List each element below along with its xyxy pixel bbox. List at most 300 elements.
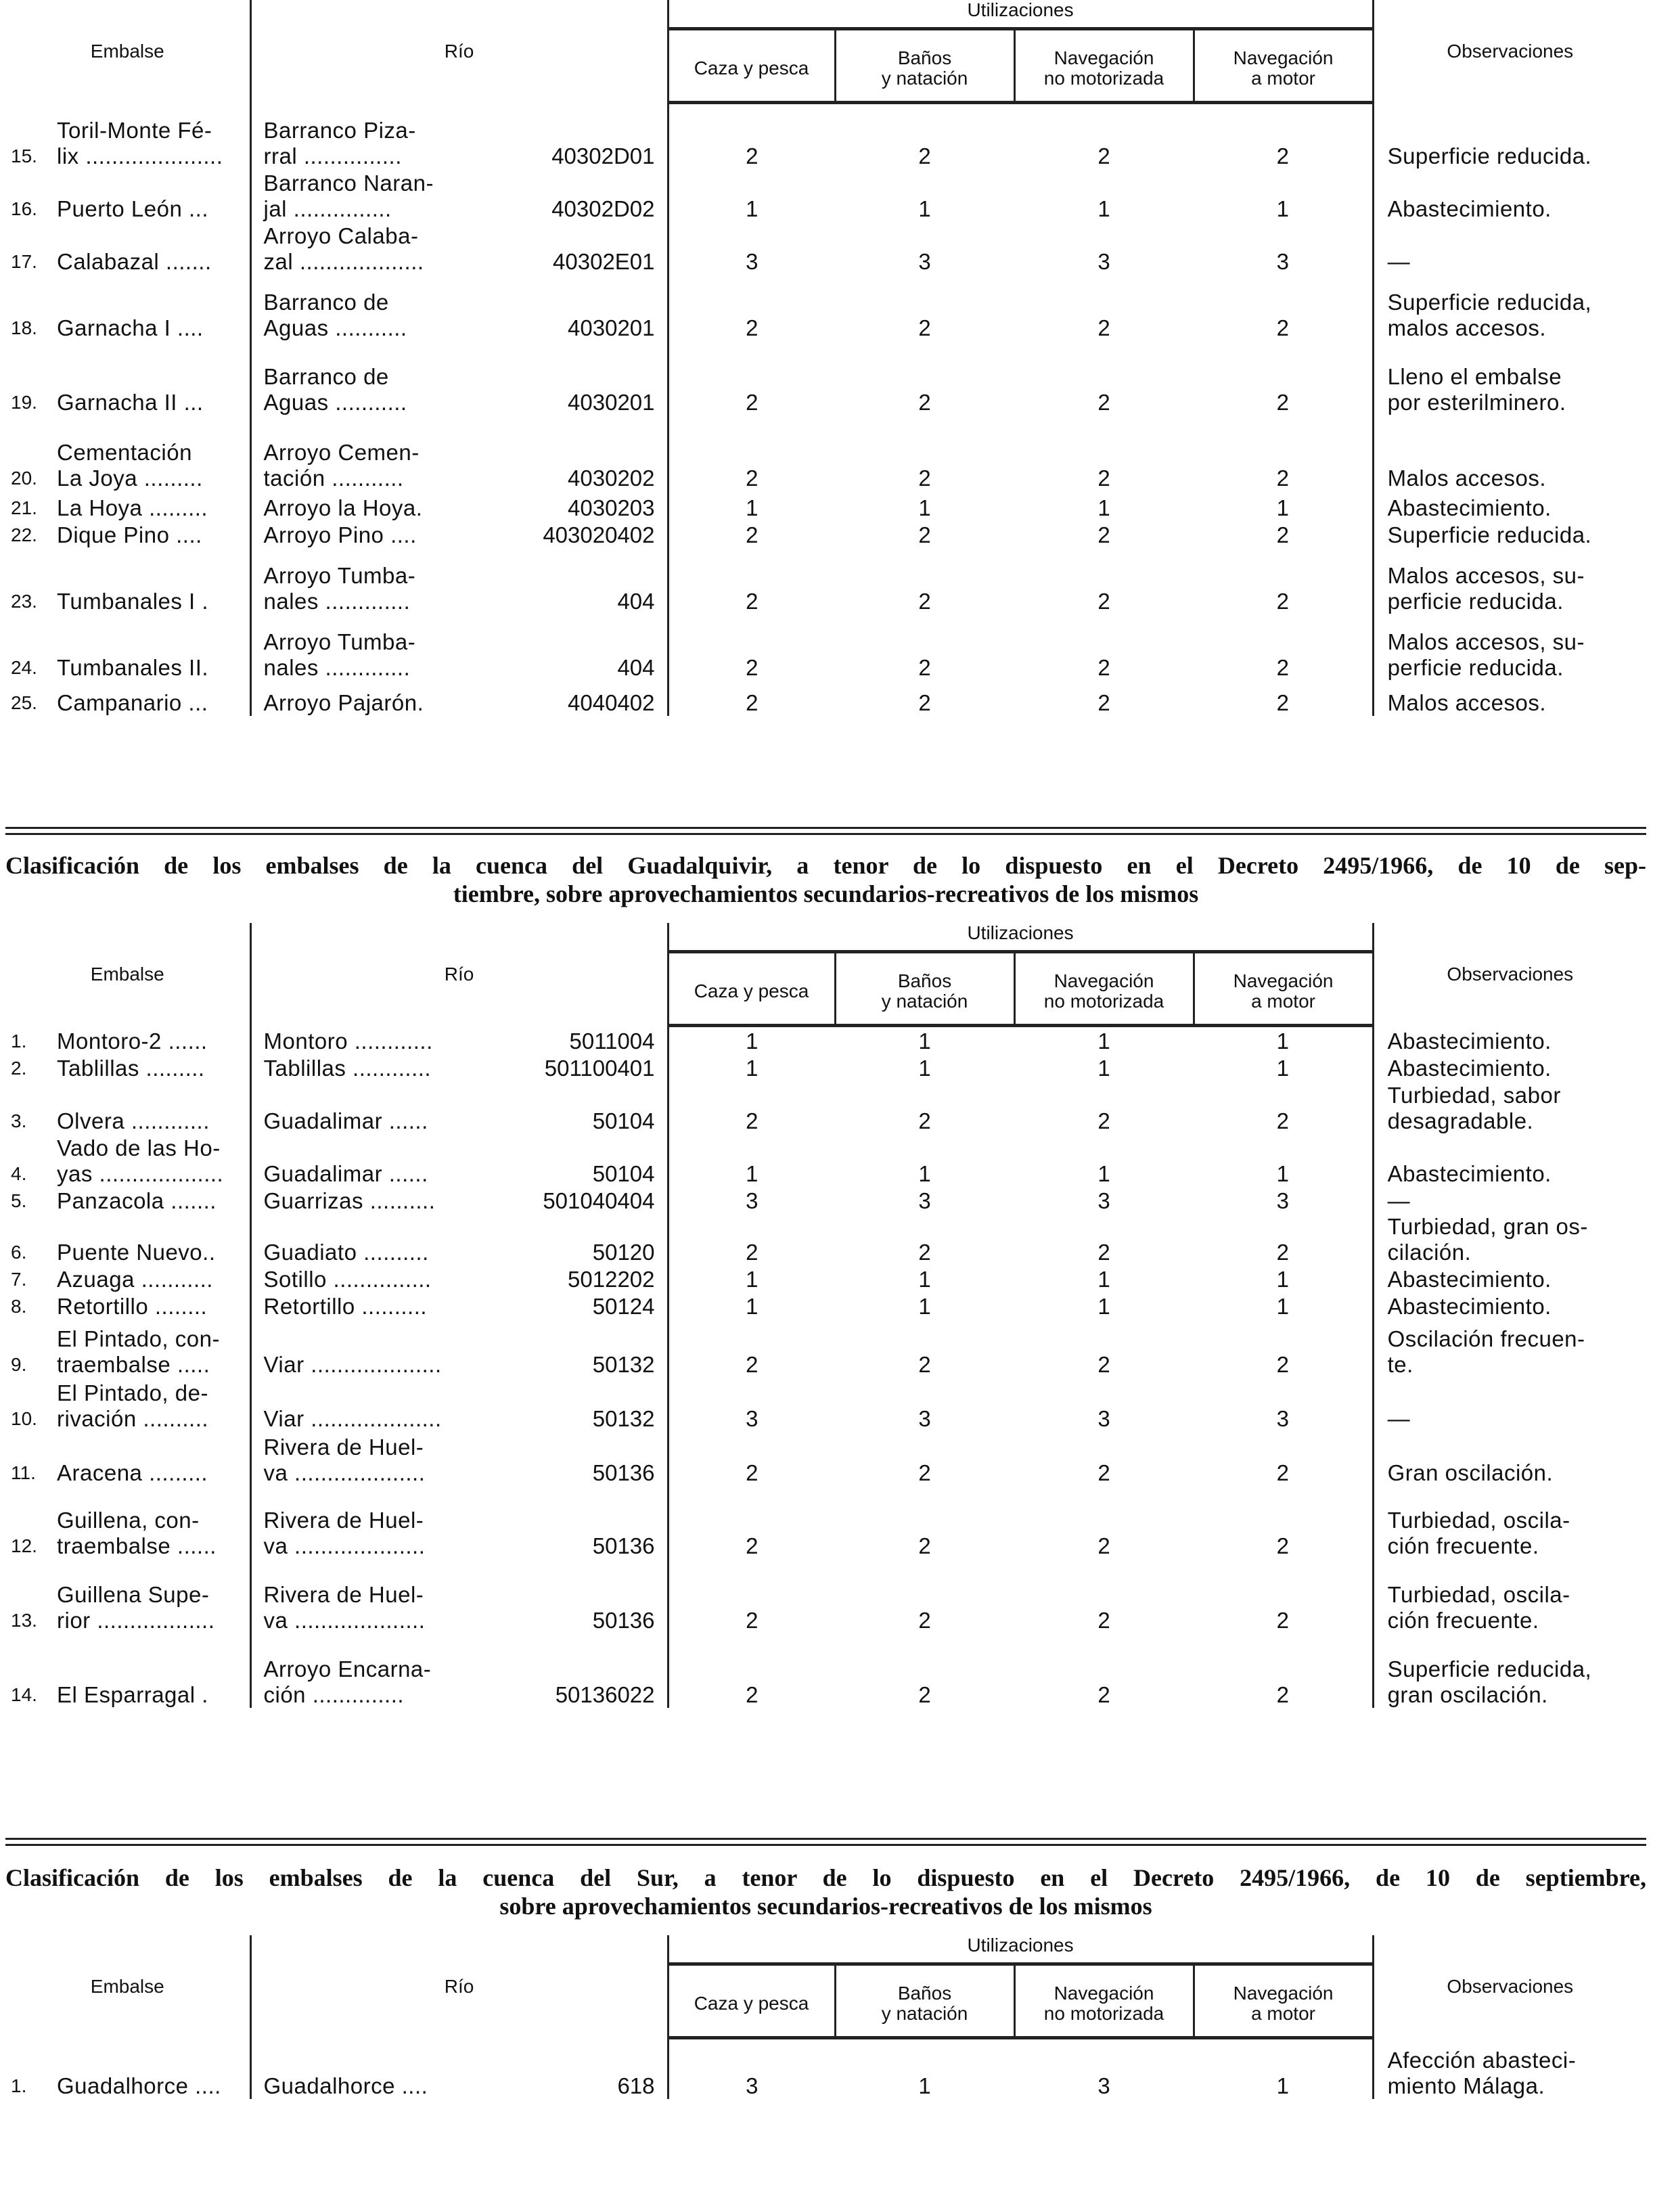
cell-embalse — [5, 1026, 250, 1054]
cell-embalse — [5, 1633, 250, 1708]
cell-codigo: 50132 — [480, 1378, 668, 1432]
row-number: 9. — [11, 1353, 27, 1375]
cell-embalse — [5, 1559, 250, 1633]
cell-observaciones: Malos accesos. — [1387, 690, 1546, 715]
cell-rio: Rivera de Huel- va .................... — [263, 1581, 426, 1633]
table-row — [5, 2038, 1646, 2099]
cell-observaciones: Malos accesos, su- perficie reducida. — [1387, 629, 1585, 680]
cell-banos-natacion: 1 — [918, 1293, 931, 1319]
cell-navegacion-motor: 2 — [1194, 1633, 1373, 1708]
cell-embalse — [5, 681, 250, 716]
header-observaciones: Observaciones — [1373, 923, 1646, 1026]
cell-navegacion-motor: 3 — [1194, 1187, 1373, 1214]
header-caza-pesca: Caza y pesca — [668, 1964, 835, 2038]
cell-rio: Rivera de Huel- va .................... — [263, 1434, 426, 1485]
table-row — [5, 1265, 1646, 1292]
header-navegacion-motor: Navegación a motor — [1194, 952, 1373, 1026]
embalse-name: Puerto León ... — [57, 196, 208, 221]
cell-navegacion-motor: 2 — [1194, 521, 1373, 548]
section-caption-guadalquivir — [5, 851, 1646, 908]
cell-embalse — [5, 222, 250, 275]
table-body — [5, 1026, 1646, 1708]
cell-navegacion-no-motorizada: 2 — [1097, 690, 1110, 715]
header-navegacion-motor: Navegación a motor — [1194, 1964, 1373, 2038]
embalse-name: Garnacha II ... — [57, 389, 204, 415]
embalse-name: La Hoya ......... — [57, 495, 208, 520]
header-navegacion-motor: Navegación a motor — [1194, 29, 1373, 103]
cell-banos-natacion: 2 — [918, 1607, 931, 1633]
embalse-name: Olvera ............ — [57, 1108, 210, 1133]
cell-navegacion-motor: 2 — [1194, 1559, 1373, 1633]
cell-embalse — [5, 1134, 250, 1187]
table-row — [5, 548, 1646, 614]
cell-caza-pesca: 2 — [746, 465, 758, 491]
cell-navegacion-motor: 2 — [1194, 614, 1373, 681]
cell-observaciones: Abastecimiento. — [1387, 495, 1552, 520]
row-number: 4. — [11, 1163, 27, 1184]
cell-embalse — [5, 415, 250, 491]
cell-caza-pesca: 2 — [746, 1681, 758, 1707]
table-body — [5, 103, 1646, 716]
cell-caza-pesca: 3 — [746, 1405, 758, 1431]
caption-line-1: Clasificación de los embalses de la cuenca del Guadalquivir, a tenor de lo dispuesto en el Decreto 2495/1966, de 10 de sep- — [5, 852, 1646, 879]
cell-codigo: 404 — [480, 614, 668, 681]
cell-embalse — [5, 1378, 250, 1432]
cell-codigo: 50136 — [480, 1486, 668, 1559]
cell-caza-pesca: 2 — [746, 588, 758, 614]
cell-banos-natacion: 1 — [918, 495, 931, 520]
cell-navegacion-motor: 1 — [1194, 169, 1373, 222]
cell-rio: Viar .................... — [263, 1405, 442, 1431]
cell-codigo: 50104 — [480, 1134, 668, 1187]
row-number: 18. — [11, 317, 37, 338]
row-number: 6. — [11, 1241, 27, 1263]
cell-embalse — [5, 614, 250, 681]
cell-banos-natacion: 2 — [918, 1681, 931, 1707]
cell-codigo: 40302D02 — [480, 169, 668, 222]
cell-embalse — [5, 548, 250, 614]
cell-caza-pesca: 1 — [746, 1055, 758, 1081]
cell-navegacion-motor: 3 — [1194, 222, 1373, 275]
cell-caza-pesca: 3 — [746, 1188, 758, 1213]
cell-navegacion-no-motorizada: 2 — [1097, 1607, 1110, 1633]
table-row — [5, 491, 1646, 521]
cell-rio: Arroyo Calaba- zal ................... — [263, 223, 424, 274]
table-row — [5, 222, 1646, 275]
row-number: 12. — [11, 1535, 37, 1556]
cell-navegacion-motor: 1 — [1194, 1292, 1373, 1319]
header-rio: Río — [250, 1935, 668, 2038]
table-row — [5, 1134, 1646, 1187]
header-rio: Río — [250, 923, 668, 1026]
cell-navegacion-motor: 1 — [1194, 491, 1373, 521]
cell-caza-pesca: 2 — [746, 1533, 758, 1558]
cell-rio: Sotillo ............... — [263, 1266, 432, 1292]
cell-caza-pesca: 2 — [746, 1460, 758, 1485]
cell-rio: Guadiato .......... — [263, 1239, 429, 1265]
cell-rio: Arroyo Tumba- nales ............. — [263, 629, 416, 680]
cell-navegacion-motor: 1 — [1194, 1054, 1373, 1081]
caption-line-2: sobre aprovechamientos secundarios-recreativos de los mismos — [499, 1893, 1152, 1920]
embalse-name: Dique Pino .... — [57, 522, 202, 547]
cell-caza-pesca: 2 — [746, 1239, 758, 1265]
embalse-name: Tablillas ......... — [57, 1055, 205, 1081]
cell-rio: Montoro ............ — [263, 1028, 433, 1054]
cell-rio: Barranco Piza- rral ............... — [263, 117, 416, 168]
cell-embalse — [5, 491, 250, 521]
cell-embalse — [5, 169, 250, 222]
row-number: 1. — [11, 2075, 27, 2096]
cell-observaciones: — — [1387, 1188, 1411, 1213]
cell-navegacion-motor: 1 — [1194, 1026, 1373, 1054]
cell-banos-natacion: 2 — [918, 1533, 931, 1558]
cell-observaciones: Malos accesos, su- perficie reducida. — [1387, 562, 1585, 614]
cell-navegacion-no-motorizada: 3 — [1097, 248, 1110, 274]
cell-caza-pesca: 2 — [746, 389, 758, 415]
cell-navegacion-no-motorizada: 1 — [1097, 1055, 1110, 1081]
cell-navegacion-no-motorizada: 2 — [1097, 1533, 1110, 1558]
embalse-name: Retortillo ........ — [57, 1293, 208, 1319]
cell-observaciones: Turbiedad, oscila- ción frecuente. — [1387, 1507, 1570, 1558]
embalse-name: Toril-Monte Fé- lix ..................... — [57, 117, 223, 168]
table-row — [5, 275, 1646, 341]
row-number: 10. — [11, 1407, 37, 1429]
cell-caza-pesca: 2 — [746, 1351, 758, 1377]
cell-navegacion-motor: 1 — [1194, 1134, 1373, 1187]
cell-caza-pesca: 3 — [746, 248, 758, 274]
table-row — [5, 1081, 1646, 1134]
cell-embalse — [5, 1319, 250, 1378]
embalse-name: Azuaga ........... — [57, 1266, 213, 1292]
cell-observaciones: — — [1387, 1405, 1411, 1431]
cell-observaciones: Abastecimiento. — [1387, 1160, 1552, 1186]
header-caza-pesca: Caza y pesca — [668, 29, 835, 103]
cell-caza-pesca: 1 — [746, 1028, 758, 1054]
cell-observaciones: Abastecimiento. — [1387, 1055, 1552, 1081]
cell-navegacion-motor: 2 — [1194, 1214, 1373, 1265]
cell-navegacion-no-motorizada: 2 — [1097, 522, 1110, 547]
cell-caza-pesca: 2 — [746, 1607, 758, 1633]
cell-rio: Rivera de Huel- va .................... — [263, 1507, 426, 1558]
row-number: 2. — [11, 1057, 27, 1079]
cell-rio: Arroyo Cemen- tación ........... — [263, 439, 420, 491]
table-row — [5, 1026, 1646, 1054]
cell-navegacion-no-motorizada: 2 — [1097, 143, 1110, 168]
cell-banos-natacion: 1 — [918, 1160, 931, 1186]
cell-navegacion-no-motorizada: 1 — [1097, 1028, 1110, 1054]
header-embalse: Embalse — [5, 0, 250, 103]
cell-navegacion-no-motorizada: 2 — [1097, 1681, 1110, 1707]
row-number: 19. — [11, 391, 37, 413]
cell-rio: Arroyo Tumba- nales ............. — [263, 562, 416, 614]
cell-codigo: 40302E01 — [480, 222, 668, 275]
cell-embalse — [5, 521, 250, 548]
cell-rio: Barranco Naran- jal ............... — [263, 170, 434, 221]
embalse-name: Aracena ......... — [57, 1460, 208, 1485]
header-banos-natacion: Baños y natación — [835, 1964, 1014, 2038]
cell-caza-pesca: 2 — [746, 690, 758, 715]
cell-banos-natacion: 2 — [918, 588, 931, 614]
cell-observaciones: Abastecimiento. — [1387, 1293, 1552, 1319]
cell-codigo: 50124 — [480, 1292, 668, 1319]
reservoirs-table-guadalquivir — [5, 923, 1646, 1708]
row-number: 20. — [11, 467, 37, 489]
cell-banos-natacion: 2 — [918, 1239, 931, 1265]
table-row — [5, 1378, 1646, 1432]
cell-rio: Arroyo Pajarón. — [263, 690, 424, 715]
row-number: 16. — [11, 198, 37, 219]
header-caza-pesca: Caza y pesca — [668, 952, 835, 1026]
cell-navegacion-no-motorizada: 1 — [1097, 196, 1110, 221]
cell-navegacion-motor: 2 — [1194, 1081, 1373, 1134]
cell-banos-natacion: 2 — [918, 1351, 931, 1377]
cell-rio: Guadalhorce .... — [263, 2073, 428, 2098]
cell-observaciones: Turbiedad, oscila- ción frecuente. — [1387, 1581, 1570, 1633]
embalse-name: Campanario ... — [57, 690, 208, 715]
cell-banos-natacion: 1 — [918, 1055, 931, 1081]
cell-banos-natacion: 2 — [918, 143, 931, 168]
header-observaciones: Observaciones — [1373, 0, 1646, 103]
embalse-name: Panzacola ....... — [57, 1188, 217, 1213]
cell-embalse — [5, 341, 250, 415]
cell-rio: Guarrizas .......... — [263, 1188, 436, 1213]
cell-navegacion-no-motorizada: 3 — [1097, 1405, 1110, 1431]
cell-codigo: 4030201 — [480, 275, 668, 341]
cell-rio: Guadalimar ...... — [263, 1108, 428, 1133]
cell-observaciones: Lleno el embalse por esterilminero. — [1387, 363, 1566, 415]
cell-banos-natacion: 2 — [918, 690, 931, 715]
table-row — [5, 1319, 1646, 1378]
header-embalse: Embalse — [5, 923, 250, 1026]
cell-caza-pesca: 3 — [746, 2073, 758, 2098]
row-number: 23. — [11, 590, 37, 612]
header-utilizaciones: Utilizaciones — [668, 0, 1373, 29]
cell-banos-natacion: 2 — [918, 1108, 931, 1133]
cell-codigo: 5012202 — [480, 1265, 668, 1292]
cell-embalse — [5, 1187, 250, 1214]
cell-navegacion-no-motorizada: 3 — [1097, 2073, 1110, 2098]
cell-rio: Tablillas ............ — [263, 1055, 432, 1081]
header-utilizaciones: Utilizaciones — [668, 1935, 1373, 1964]
double-rule — [5, 1838, 1646, 1846]
row-number: 1. — [11, 1030, 27, 1052]
cell-embalse — [5, 1214, 250, 1265]
cell-navegacion-motor: 2 — [1194, 681, 1373, 716]
table-row — [5, 1214, 1646, 1265]
cell-observaciones: Superficie reducida. — [1387, 522, 1592, 547]
cell-caza-pesca: 2 — [746, 315, 758, 340]
embalse-name: Montoro-2 ...... — [57, 1028, 208, 1054]
cell-codigo: 4040402 — [480, 681, 668, 716]
header-banos-natacion: Baños y natación — [835, 29, 1014, 103]
cell-embalse — [5, 1081, 250, 1134]
cell-codigo: 4030202 — [480, 415, 668, 491]
cell-rio: Viar .................... — [263, 1351, 442, 1377]
table-row — [5, 1559, 1646, 1633]
cell-navegacion-no-motorizada: 2 — [1097, 654, 1110, 680]
caption-line-1: Clasificación de los embalses de la cuenca del Sur, a tenor de lo dispuesto en el Decreto 2495/1966, de 10 de septiembre, — [5, 1864, 1646, 1891]
header-banos-natacion: Baños y natación — [835, 952, 1014, 1026]
header-embalse: Embalse — [5, 1935, 250, 2038]
cell-rio: Retortillo .......... — [263, 1293, 428, 1319]
cell-navegacion-motor: 3 — [1194, 1378, 1373, 1432]
cell-observaciones: Afección abasteci- miento Málaga. — [1387, 2047, 1577, 2098]
section-caption-sur — [5, 1864, 1646, 1920]
cell-navegacion-motor: 1 — [1194, 2038, 1373, 2099]
cell-navegacion-no-motorizada: 1 — [1097, 1266, 1110, 1292]
cell-banos-natacion: 2 — [918, 522, 931, 547]
cell-observaciones: Malos accesos. — [1387, 465, 1546, 491]
table-row — [5, 1187, 1646, 1214]
cell-banos-natacion: 2 — [918, 315, 931, 340]
cell-caza-pesca: 1 — [746, 1266, 758, 1292]
cell-banos-natacion: 2 — [918, 1460, 931, 1485]
cell-navegacion-motor: 2 — [1194, 548, 1373, 614]
cell-observaciones: Turbiedad, sabor desagradable. — [1387, 1082, 1561, 1133]
cell-codigo: 501100401 — [480, 1054, 668, 1081]
cell-observaciones: Superficie reducida, malos accesos. — [1387, 289, 1592, 340]
cell-codigo: 618 — [480, 2038, 668, 2099]
cell-navegacion-motor: 2 — [1194, 103, 1373, 169]
cell-caza-pesca: 2 — [746, 1108, 758, 1133]
cell-banos-natacion: 1 — [918, 196, 931, 221]
cell-rio: Barranco de Aguas ........... — [263, 289, 407, 340]
cell-codigo: 404 — [480, 548, 668, 614]
cell-caza-pesca: 1 — [746, 1293, 758, 1319]
cell-rio: Guadalimar ...... — [263, 1160, 428, 1186]
embalse-name: Guadalhorce .... — [57, 2073, 221, 2098]
cell-navegacion-no-motorizada: 2 — [1097, 1108, 1110, 1133]
cell-navegacion-no-motorizada: 2 — [1097, 1351, 1110, 1377]
row-number: 14. — [11, 1684, 37, 1705]
cell-codigo: 50136 — [480, 1432, 668, 1486]
caption-line-2: tiembre, sobre aprovechamientos secundarios-recreativos de los mismos — [453, 880, 1199, 907]
cell-embalse — [5, 103, 250, 169]
cell-embalse — [5, 2038, 250, 2099]
cell-observaciones: Gran oscilación. — [1387, 1460, 1554, 1485]
cell-observaciones: Superficie reducida, gran oscilación. — [1387, 1656, 1592, 1707]
cell-observaciones: Superficie reducida. — [1387, 143, 1592, 168]
embalse-name: Calabazal ....... — [57, 248, 212, 274]
row-number: 11. — [11, 1462, 36, 1483]
row-number: 22. — [11, 524, 37, 545]
table-row — [5, 415, 1646, 491]
header-utilizaciones: Utilizaciones — [668, 923, 1373, 952]
reservoirs-table-continued — [5, 0, 1646, 716]
embalse-name: El Pintado, con- traembalse ..... — [57, 1326, 220, 1377]
embalse-name: Garnacha I .... — [57, 315, 204, 340]
cell-banos-natacion: 2 — [918, 389, 931, 415]
header-navegacion-no-motorizada: Navegación no motorizada — [1014, 29, 1194, 103]
table-row — [5, 103, 1646, 169]
header-navegacion-no-motorizada: Navegación no motorizada — [1014, 1964, 1194, 2038]
row-number: 25. — [11, 692, 37, 713]
cell-navegacion-no-motorizada: 1 — [1097, 1293, 1110, 1319]
embalse-name: Puente Nuevo.. — [57, 1239, 216, 1265]
cell-caza-pesca: 1 — [746, 495, 758, 520]
cell-navegacion-no-motorizada: 1 — [1097, 1160, 1110, 1186]
header-rio: Río — [250, 0, 668, 103]
header-observaciones: Observaciones — [1373, 1935, 1646, 2038]
table-row — [5, 341, 1646, 415]
row-number: 17. — [11, 250, 37, 272]
cell-codigo: 501040404 — [480, 1187, 668, 1214]
cell-embalse — [5, 1292, 250, 1319]
header-navegacion-no-motorizada: Navegación no motorizada — [1014, 952, 1194, 1026]
cell-banos-natacion: 2 — [918, 654, 931, 680]
cell-observaciones: Abastecimiento. — [1387, 1028, 1552, 1054]
embalse-name: Cementación La Joya ......... — [57, 439, 203, 491]
cell-rio: Arroyo la Hoya. — [263, 495, 423, 520]
table-row — [5, 1486, 1646, 1559]
cell-observaciones: — — [1387, 248, 1411, 274]
cell-codigo: 50132 — [480, 1319, 668, 1378]
cell-banos-natacion: 3 — [918, 1188, 931, 1213]
row-number: 7. — [11, 1268, 27, 1290]
row-number: 3. — [11, 1110, 27, 1131]
cell-codigo: 5011004 — [480, 1026, 668, 1054]
cell-observaciones: Abastecimiento. — [1387, 1266, 1552, 1292]
cell-navegacion-motor: 2 — [1194, 1432, 1373, 1486]
cell-navegacion-motor: 2 — [1194, 1486, 1373, 1559]
embalse-name: Guillena Supe- rior .................. — [57, 1581, 215, 1633]
cell-navegacion-no-motorizada: 2 — [1097, 1239, 1110, 1265]
cell-observaciones: Abastecimiento. — [1387, 196, 1552, 221]
row-number: 8. — [11, 1295, 27, 1317]
cell-rio: Arroyo Pino .... — [263, 522, 417, 547]
table-row — [5, 1292, 1646, 1319]
cell-rio: Arroyo Encarna- ción .............. — [263, 1656, 432, 1707]
cell-navegacion-motor: 1 — [1194, 1265, 1373, 1292]
cell-navegacion-no-motorizada: 3 — [1097, 1188, 1110, 1213]
cell-navegacion-no-motorizada: 2 — [1097, 315, 1110, 340]
cell-codigo: 4030201 — [480, 341, 668, 415]
cell-caza-pesca: 2 — [746, 654, 758, 680]
cell-codigo: 50104 — [480, 1081, 668, 1134]
cell-navegacion-motor: 2 — [1194, 1319, 1373, 1378]
embalse-name: Guillena, con- traembalse ...... — [57, 1507, 217, 1558]
cell-banos-natacion: 3 — [918, 1405, 931, 1431]
cell-caza-pesca: 1 — [746, 1160, 758, 1186]
cell-codigo: 50136 — [480, 1559, 668, 1633]
cell-banos-natacion: 1 — [918, 2073, 931, 2098]
cell-rio: Barranco de Aguas ........... — [263, 363, 407, 415]
embalse-name: El Esparragal . — [57, 1681, 208, 1707]
row-number: 13. — [11, 1609, 37, 1631]
cell-codigo: 403020402 — [480, 521, 668, 548]
embalse-name: Tumbanales II. — [57, 654, 209, 680]
cell-caza-pesca: 1 — [746, 196, 758, 221]
cell-navegacion-motor: 2 — [1194, 275, 1373, 341]
cell-embalse — [5, 1054, 250, 1081]
table-row — [5, 1432, 1646, 1486]
cell-codigo: 50136022 — [480, 1633, 668, 1708]
cell-navegacion-motor: 2 — [1194, 415, 1373, 491]
row-number: 5. — [11, 1190, 27, 1211]
cell-embalse — [5, 1265, 250, 1292]
cell-navegacion-no-motorizada: 2 — [1097, 389, 1110, 415]
row-number: 15. — [11, 145, 37, 166]
cell-navegacion-no-motorizada: 2 — [1097, 588, 1110, 614]
table-row — [5, 614, 1646, 681]
table-body — [5, 2038, 1646, 2099]
double-rule — [5, 827, 1646, 835]
cell-observaciones: Turbiedad, gran os- cilación. — [1387, 1213, 1588, 1265]
cell-banos-natacion: 3 — [918, 248, 931, 274]
row-number: 24. — [11, 656, 37, 678]
cell-codigo: 40302D01 — [480, 103, 668, 169]
cell-embalse — [5, 1486, 250, 1559]
